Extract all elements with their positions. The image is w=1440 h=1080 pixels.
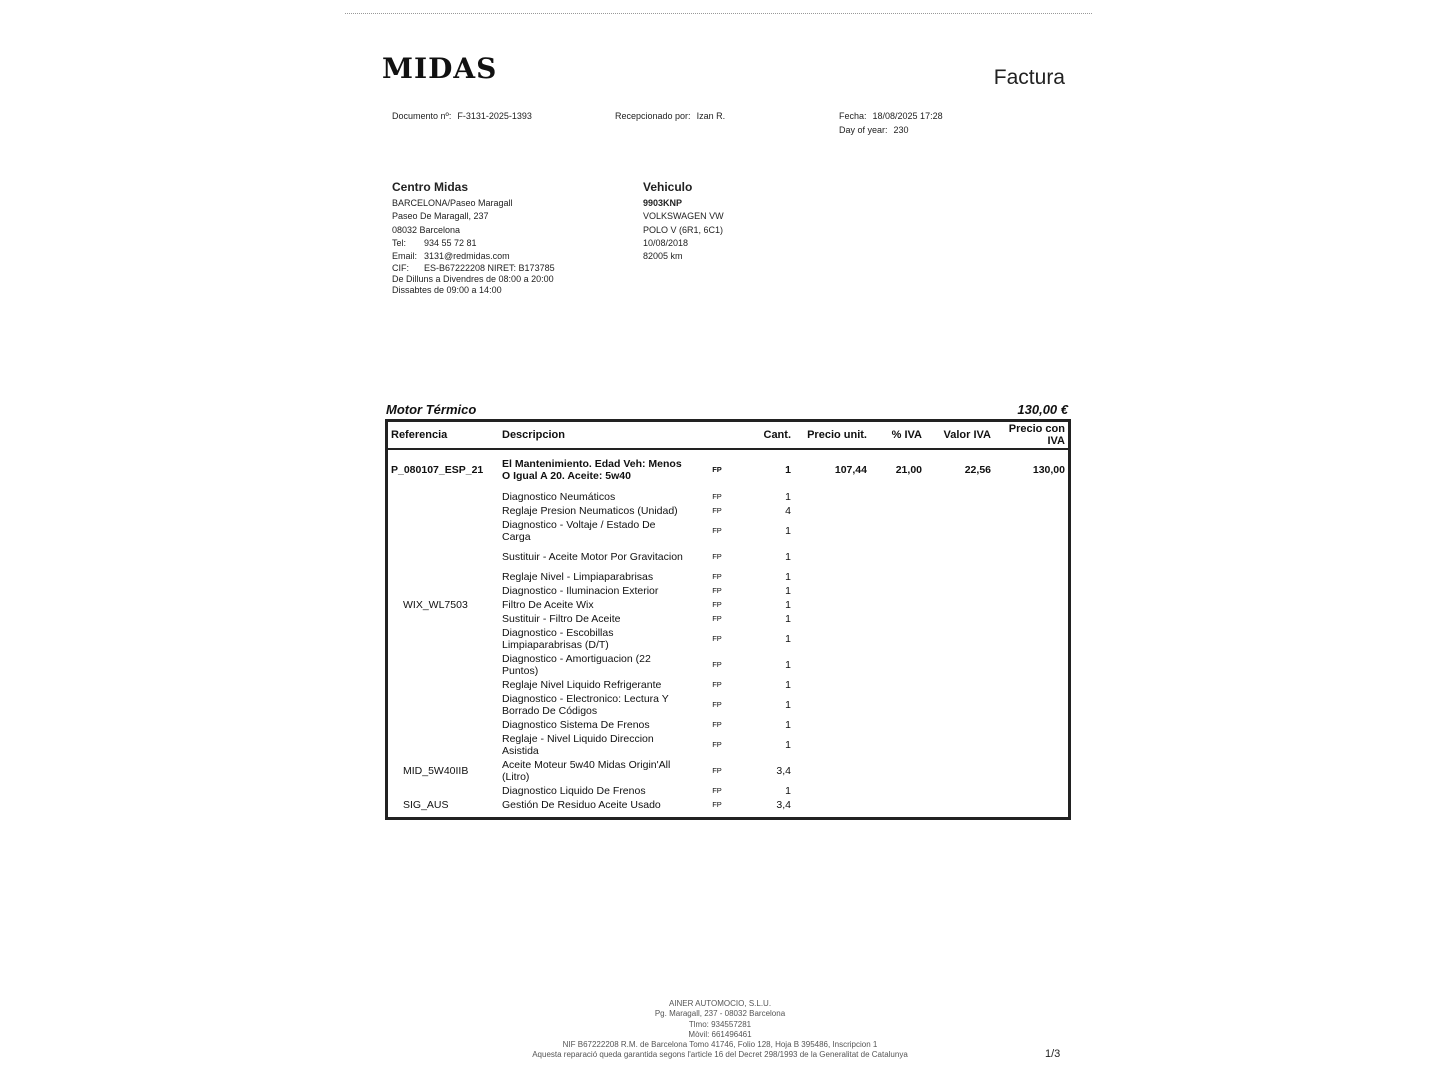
cell-valor-iva [925,518,994,544]
table-row [388,718,1068,732]
center-line1: BARCELONA/Paseo Maragall [392,198,513,208]
header-fp [687,422,747,449]
cell-cant: 1 [785,739,791,751]
footer-line3: Tlmo: 934557281 [688,1019,752,1029]
fecha-value: 18/08/2025 17:28 [872,111,943,121]
recep-value: Izan R. [696,111,726,121]
table-row [388,598,1068,612]
cell-precio-con-iva [994,544,1068,570]
cell-cant: 1 [785,719,791,731]
cell-precio-unit [794,584,870,598]
table-row [388,678,1068,692]
cell-valor-iva [925,598,994,612]
cell-referencia: MID_5W40IIB [403,765,469,777]
cell-descripcion: Diagnostico - Escobillas Limpiaparabrisas (D/T) [502,627,614,651]
vehicle-plate: 9903KNP [643,198,683,208]
cell-cant: 1 [785,585,791,597]
cell-valor-iva [925,490,994,504]
table-row [388,758,1068,784]
cell-iva [870,652,925,678]
cell-precio-con-iva [994,490,1068,504]
cell-precio-con-iva [994,518,1068,544]
cell-fp: FP [712,786,722,795]
cell-fp: FP [712,526,722,535]
cell-fp: FP [712,614,722,623]
cell-precio-unit: 107,44 [834,464,867,476]
cell-valor-iva [925,732,994,758]
cell-descripcion: Reglaje Nivel - Limpiaparabrisas [502,571,654,583]
cell-precio-unit [794,798,870,812]
vehicle-title: Vehiculo [643,180,693,194]
day-label: Day of year: [839,125,888,135]
cell-referencia [388,652,499,678]
cell-fp: FP [712,506,722,515]
cell-valor-iva: 22,56 [964,464,991,476]
cell-valor-iva [925,584,994,598]
table-row [388,732,1068,758]
cell-cant: 1 [785,613,791,625]
cell-cant: 1 [785,679,791,691]
cell-precio-con-iva [994,678,1068,692]
cell-referencia [388,692,499,718]
cell-descripcion: Sustituir - Filtro De Aceite [502,613,621,625]
center-tel [392,237,555,250]
cell-precio-unit [794,518,870,544]
table-row [388,449,1068,490]
cell-valor-iva [925,692,994,718]
email-label: Email: [392,251,418,262]
cell-cant: 1 [785,525,791,537]
cell-fp: FP [712,766,722,775]
cell-fp: FP [712,720,722,729]
cell-precio-con-iva [994,784,1068,798]
cell-precio-con-iva [994,570,1068,584]
vehicle-date: 10/08/2018 [643,237,689,248]
cell-fp: FP [712,634,722,643]
center-line3: 08032 Barcelona [392,224,461,235]
cell-iva [870,518,925,544]
documento-value: F-3131-2025-1393 [457,111,532,121]
center-email [392,250,555,263]
cell-descripcion: Filtro De Aceite Wix [502,599,594,611]
document-number [392,109,532,123]
scan-top-edge [345,13,1092,14]
section-title: Motor Térmico [386,402,477,417]
cell-descripcion: Reglaje - Nivel Liquido Direccion Asistida [502,733,654,757]
cell-iva [870,732,925,758]
cell-iva [870,598,925,612]
cell-cant: 1 [785,491,791,503]
cell-cant: 1 [785,633,791,645]
cell-referencia [388,732,499,758]
table-row [388,490,1068,504]
cell-valor-iva [925,678,994,692]
table-row [388,652,1068,678]
cell-precio-con-iva [994,598,1068,612]
cell-iva [870,584,925,598]
cell-iva [870,678,925,692]
cell-fp: FP [712,552,722,561]
table-header [388,422,1068,449]
cell-referencia [388,678,499,692]
cell-precio-unit [794,612,870,626]
tel-label: Tel: [392,237,407,248]
cell-iva: 21,00 [895,464,922,476]
cell-descripcion: Gestión De Residuo Aceite Usado [502,799,661,811]
footer-line5: NIF B67222208 R.M. de Barcelona Tomo 41746, Folio 128, Hoja B 395486, Inscripcion 1 [562,1040,878,1050]
cell-descripcion: El Mantenimiento. Edad Veh: Menos O Igual A 20. Aceite: 5w40 [502,458,682,482]
cell-descripcion: Diagnostico Sistema De Frenos [502,719,650,731]
cell-descripcion: Diagnostico - Voltaje / Estado De Carga [502,519,656,543]
cell-fp: FP [712,600,722,609]
section-header [386,402,1070,418]
cell-descripcion: Diagnostico - Iluminacion Exterior [502,585,659,597]
header-referencia: Referencia [388,422,499,449]
cell-cant: 1 [785,699,791,711]
cell-precio-unit [794,626,870,652]
cell-valor-iva [925,612,994,626]
table-row [388,544,1068,570]
cell-cant: 1 [785,571,791,583]
cell-precio-con-iva [994,692,1068,718]
cell-precio-con-iva [994,732,1068,758]
invoice-table [385,419,1071,820]
cell-descripcion: Diagnostico - Amortiguacion (22 Puntos) [502,653,651,677]
table-row [388,570,1068,584]
cell-precio-con-iva [994,758,1068,784]
cell-precio-unit [794,490,870,504]
header-descripcion: Descripcion [499,422,687,449]
document-title: Factura [993,66,1065,89]
center-cif [392,263,555,274]
cell-iva [870,612,925,626]
cell-descripcion: Diagnostico Neumáticos [502,491,616,503]
cell-iva [870,758,925,784]
table-row [388,784,1068,798]
center-hours2: Dissabtes de 09:00 a 14:00 [392,285,502,296]
cell-precio-unit [794,692,870,718]
table-row [388,612,1068,626]
day-value: 230 [893,125,909,135]
cell-referencia [388,626,499,652]
table-row [388,584,1068,598]
received-by [615,109,725,123]
cell-precio-unit [794,758,870,784]
cell-valor-iva [925,626,994,652]
cell-referencia [388,570,499,584]
cell-fp: FP [712,680,722,689]
email-value: 3131@redmidas.com [424,251,510,262]
cell-precio-con-iva [994,718,1068,732]
cell-referencia [388,544,499,570]
cell-precio-unit [794,652,870,678]
cell-precio-unit [794,732,870,758]
cell-cant: 1 [785,599,791,611]
cell-cant: 4 [785,505,791,517]
cell-cant: 1 [785,659,791,671]
cell-valor-iva [925,718,994,732]
cell-precio-con-iva [994,652,1068,678]
cell-fp: FP [712,700,722,709]
footer-line4: Mòvil: 661496461 [688,1029,752,1039]
cell-precio-con-iva [994,504,1068,518]
documento-label: Documento nº: [392,111,452,121]
cell-iva [870,570,925,584]
vehicle-model: POLO V (6R1, 6C1) [643,224,724,235]
footer-line1: AINER AUTOMOCIO, S.L.U. [668,999,772,1008]
legal-footer [480,999,960,1061]
tel-value: 934 55 72 81 [424,237,477,248]
cell-precio-unit [794,504,870,518]
cell-fp: FP [712,586,722,595]
cell-iva [870,544,925,570]
table-row [388,518,1068,544]
cell-fp: FP [712,572,722,581]
cell-referencia: P_080107_ESP_21 [391,464,484,476]
header-precio-unit: Precio unit. [794,422,870,449]
cell-descripcion: Diagnostico - Electronico: Lectura Y Borrado De Códigos [502,693,669,717]
cell-cant: 3,4 [776,799,791,811]
cell-precio-con-iva [994,584,1068,598]
cell-descripcion: Reglaje Nivel Liquido Refrigerante [502,679,662,691]
cell-referencia [388,784,499,798]
table-row [388,798,1068,812]
cell-iva [870,798,925,812]
cell-referencia [388,518,499,544]
header-valor-iva: Valor IVA [925,422,994,449]
cell-fp: FP [712,660,722,669]
cell-precio-unit [794,718,870,732]
cell-cant: 1 [785,464,791,476]
cell-cant: 3,4 [776,765,791,777]
center-hours1: De Dilluns a Divendres de 08:00 a 20:00 [392,274,554,285]
cell-cant: 1 [785,785,791,797]
invoice-date [839,109,943,137]
cell-valor-iva [925,652,994,678]
cell-referencia: SIG_AUS [403,799,449,811]
table-row [388,504,1068,518]
cell-referencia: WIX_WL7503 [403,599,468,611]
cell-precio-con-iva [994,798,1068,812]
cell-iva [870,504,925,518]
cell-valor-iva [925,504,994,518]
cell-precio-unit [794,570,870,584]
cell-valor-iva [925,544,994,570]
page-number: 1/3 [1045,1048,1061,1060]
header-iva: % IVA [870,422,925,449]
header-cant: Cant. [747,422,794,449]
cell-fp: FP [712,800,722,809]
recep-label: Recepcionado por: [615,111,691,121]
table-row [388,692,1068,718]
center-line2: Paseo De Maragall, 237 [392,211,489,222]
cell-fp: FP [712,740,722,749]
cell-referencia [388,504,499,518]
footer-line2: Pg. Maragall, 237 - 08032 Barcelona [654,1009,786,1019]
cell-descripcion: Reglaje Presion Neumaticos (Unidad) [502,505,678,517]
cell-iva [870,490,925,504]
fecha-label: Fecha: [839,111,867,121]
cell-precio-unit [794,678,870,692]
vehicle-make: VOLKSWAGEN VW [643,211,724,222]
cell-referencia [388,612,499,626]
cell-precio-con-iva [994,612,1068,626]
cell-fp: FP [712,465,722,474]
header-precio-con-iva: Precio con IVA [994,422,1068,449]
footer-line6: Aquesta reparació queda garantida segons l'article 16 del Decret 298/1993 de la Generalitat de Catalunya [532,1050,908,1060]
cell-fp: FP [712,492,722,501]
center-info [392,180,555,296]
cell-referencia [388,490,499,504]
vehicle-info [643,180,724,263]
section-amount: 130,00 € [1017,402,1068,417]
cell-iva [870,784,925,798]
vehicle-km: 82005 km [643,251,683,262]
cell-precio-unit [794,784,870,798]
cell-valor-iva [925,784,994,798]
cell-iva [870,718,925,732]
cell-precio-unit [794,544,870,570]
cell-descripcion: Diagnostico Liquido De Frenos [502,785,646,797]
cif-value: ES-B67222208 NIRET: B173785 [424,263,555,274]
table-row [388,626,1068,652]
cell-precio-con-iva [994,626,1068,652]
cell-cant: 1 [785,551,791,563]
center-title: Centro Midas [392,180,469,194]
cell-precio-unit [794,598,870,612]
cif-label: CIF: [392,263,409,274]
cell-referencia [388,718,499,732]
cell-iva [870,692,925,718]
cell-iva [870,626,925,652]
cell-valor-iva [925,798,994,812]
cell-descripcion: Sustituir - Aceite Motor Por Gravitacion [502,551,683,563]
cell-precio-con-iva: 130,00 [1032,464,1065,476]
midas-logo: MIDAS [382,52,498,85]
cell-referencia [388,584,499,598]
cell-descripcion: Aceite Moteur 5w40 Midas Origin'All (Litro) [502,759,671,783]
cell-valor-iva [925,570,994,584]
cell-valor-iva [925,758,994,784]
